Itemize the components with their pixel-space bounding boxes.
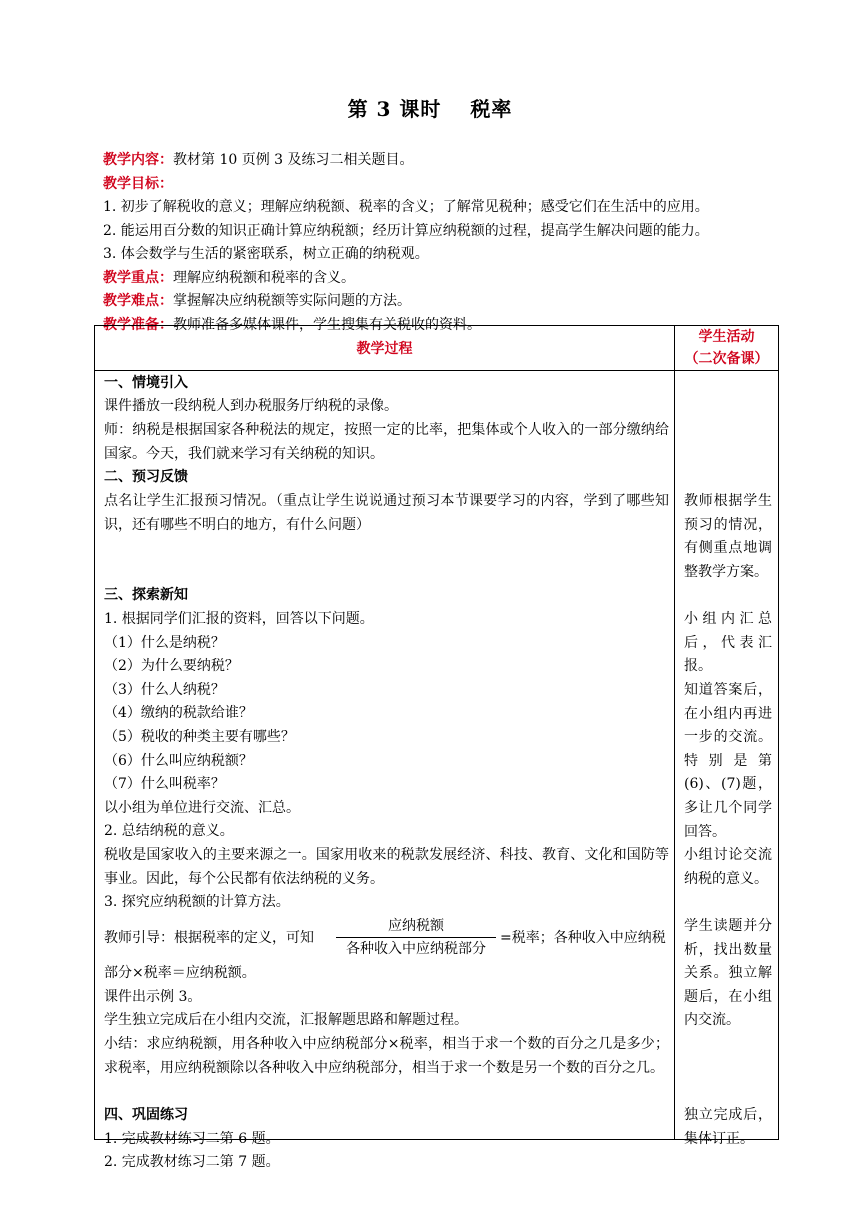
text-line: 2. 总结纳税的意义。 bbox=[104, 823, 234, 839]
activity-note-4: 小组讨论交流纳税的意义。 bbox=[684, 847, 772, 887]
key-point-line bbox=[103, 267, 783, 291]
page-title: 第 3 课时 税率 bbox=[347, 97, 513, 121]
activity-note-1: 教师根据学生预习的情况，有侧重点地调整教学方案。 bbox=[684, 493, 772, 580]
formula-row bbox=[104, 916, 669, 960]
table-body-row bbox=[95, 371, 779, 1140]
formula-numerator: 应纳税额 bbox=[388, 918, 444, 934]
text-line: 以小组为单位进行交流、汇总。 bbox=[104, 800, 300, 816]
text-line: 课件出示例 3。 bbox=[104, 989, 202, 1005]
lesson-header bbox=[103, 149, 783, 337]
preparation-text: 教师准备多媒体课件，学生搜集有关税收的资料。 bbox=[173, 316, 481, 333]
key-point-text: 理解应纳税额和税率的含义。 bbox=[173, 269, 355, 286]
content-label: 教学内容： bbox=[103, 152, 173, 168]
goal-3: 3. 体会数学与生活的紧密联系，树立正确的纳税观。 bbox=[103, 246, 429, 262]
question-1: （1）什么是纳税？ bbox=[104, 635, 225, 651]
header-teaching-process: 教学过程 bbox=[95, 326, 675, 371]
difficulty-label: 教学难点： bbox=[103, 293, 173, 309]
question-4: （4）缴纳的税款给谁？ bbox=[104, 705, 253, 721]
text-paragraph: 小结：求应纳税额，用各种收入中应纳税部分×税率，相当于求一个数的百分之几是多少；求税率，用应纳税额除以各种收入中应纳税部分，相当于求一个数是另一个数的百分之几。 bbox=[104, 1036, 669, 1076]
section-title-3: 三、探索新知 bbox=[104, 587, 188, 603]
teaching-process-cell bbox=[95, 371, 675, 1170]
content-line bbox=[103, 149, 783, 173]
question-6: （6）什么叫应纳税额？ bbox=[104, 753, 253, 769]
header-side-line-2: （二次备课） bbox=[684, 351, 769, 367]
lesson-table bbox=[94, 325, 779, 1170]
formula-tail: =税率；各种收入中应纳税 bbox=[500, 930, 666, 946]
header-student-activity bbox=[675, 326, 779, 371]
fraction-bar bbox=[336, 937, 496, 938]
difficulty-text: 掌握解决应纳税额等实际问题的方法。 bbox=[173, 293, 411, 309]
activity-note-6: 独立完成后，集体订正。 bbox=[684, 1107, 772, 1147]
student-activity-cell bbox=[675, 371, 779, 1147]
goal-1: 1. 初步了解税收的意义；理解应纳税额、税率的含义；了解常见税种；感受它们在生活中的应用。 bbox=[103, 199, 709, 215]
question-3: （3）什么人纳税？ bbox=[104, 682, 225, 698]
formula-denominator: 各种收入中应纳税部分 bbox=[346, 941, 486, 957]
activity-note-5: 学生读题并分析，找出数量关系。独立解题后，在小组内交流。 bbox=[684, 918, 772, 1029]
text-line: 2. 完成教材练习二第 7 题。 bbox=[104, 1154, 280, 1170]
preparation-label: 教学准备： bbox=[103, 316, 173, 333]
text-line: 部分×税率＝应纳税额。 bbox=[104, 965, 256, 981]
goal-2: 2. 能运用百分数的知识正确计算应纳税额；经历计算应纳税额的过程，提高学生解决问题的能力。 bbox=[103, 222, 709, 239]
text-line: 1. 根据同学们汇报的资料，回答以下问题。 bbox=[104, 611, 374, 627]
activity-note-2: 小组内汇总后，代表汇报。 bbox=[684, 611, 772, 675]
formula-fraction bbox=[336, 916, 496, 959]
text-paragraph: 点名让学生汇报预习情况。（重点让学生说说通过预习本节课要学习的内容，学到了哪些知识，还有哪些不明白的地方，有什么问题） bbox=[104, 493, 669, 533]
question-2: （2）为什么要纳税？ bbox=[104, 658, 239, 674]
section-title-4: 四、巩固练习 bbox=[104, 1107, 188, 1123]
section-title-2: 二、预习反馈 bbox=[104, 469, 188, 485]
text-paragraph: 师：纳税是根据国家各种税法的规定，按照一定的比率，把集体或个人收入的一部分缴纳给国家。今天，我们就来学习有关纳税的知识。 bbox=[104, 422, 669, 462]
text-line: 课件播放一段纳税人到办税服务厅纳税的录像。 bbox=[104, 398, 398, 414]
activity-note-3: 知道答案后，在小组内再进一步的交流。特别是第(6)、(7)题，多让几个同学回答。 bbox=[684, 682, 772, 840]
content-text: 教材第 10 页例 3 及练习二相关题目。 bbox=[173, 152, 414, 168]
table-header-row bbox=[95, 326, 779, 371]
goals-line bbox=[103, 173, 783, 197]
text-paragraph: 税收是国家收入的主要来源之一。国家用收来的税款发展经济、科技、教育、文化和国防等事业。因此，每个公民都有依法纳税的义务。 bbox=[104, 847, 669, 887]
difficulty-line bbox=[103, 290, 783, 314]
question-5: （5）税收的种类主要有哪些？ bbox=[104, 729, 295, 745]
text-line: 1. 完成教材练习二第 6 题。 bbox=[104, 1131, 280, 1147]
key-point-label: 教学重点： bbox=[103, 269, 173, 286]
goals-label: 教学目标： bbox=[103, 175, 173, 192]
text-line: 学生独立完成后在小组内交流，汇报解题思路和解题过程。 bbox=[104, 1012, 468, 1028]
section-title-1: 一、情境引入 bbox=[104, 375, 188, 391]
formula-lead: 教师引导：根据税率的定义，可知 bbox=[104, 930, 314, 946]
question-7: （7）什么叫税率？ bbox=[104, 776, 225, 792]
text-line: 3. 探究应纳税额的计算方法。 bbox=[104, 894, 290, 910]
header-side-line-1: 学生活动 bbox=[698, 329, 755, 345]
